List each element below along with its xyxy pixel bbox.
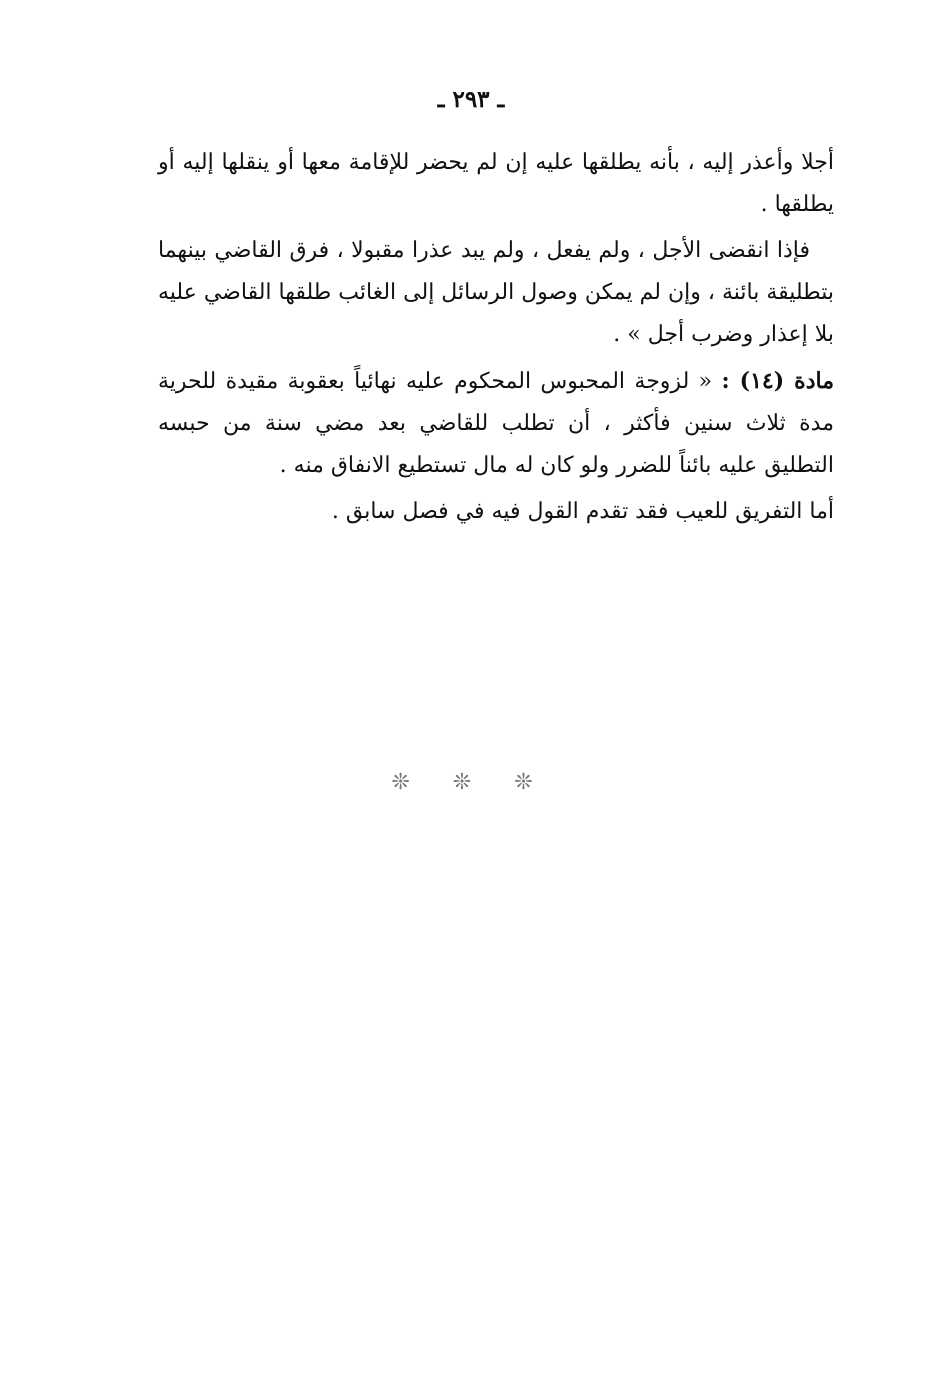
section-ornament: ❊ ❊ ❊ bbox=[391, 770, 551, 795]
paragraph-4: أما التفريق للعيب فقد تقدم القول فيه في فصل سابق . bbox=[331, 499, 834, 524]
paragraph-2: فإذا انقضى الأجل ، ولم يفعل ، ولم يبد عذرا مقبولا ، فرق القاضي بينهما بتطليقة بائنة ، وإن لم يمكن وصول الرسائل إلى الغائب طلقها القاضي عليه بلا إعذار وضرب أجل » . bbox=[158, 238, 834, 347]
page-number: ـ ٢٩٣ ـ bbox=[437, 86, 505, 113]
paragraph-1: أجلا وأعذر إليه ، بأنه يطلقها عليه إن لم يحضر للإقامة معها أو ينقلها إليه أو يطلقها . bbox=[158, 150, 834, 217]
article-label: مادة (١٤) : bbox=[721, 368, 834, 394]
article-14-paragraph bbox=[158, 360, 834, 487]
article-text: « لزوجة المحبوس المحكوم عليه نهائياً بعقوبة مقيدة للحرية مدة ثلاث سنين فأكثر ، أن تطلب للقاضي بعد مضي سنة من حبسه التطليق عليه بائناً للضرر ولو كان له مال تستطيع الانفاق منه . bbox=[158, 369, 834, 478]
body-text bbox=[158, 142, 834, 537]
